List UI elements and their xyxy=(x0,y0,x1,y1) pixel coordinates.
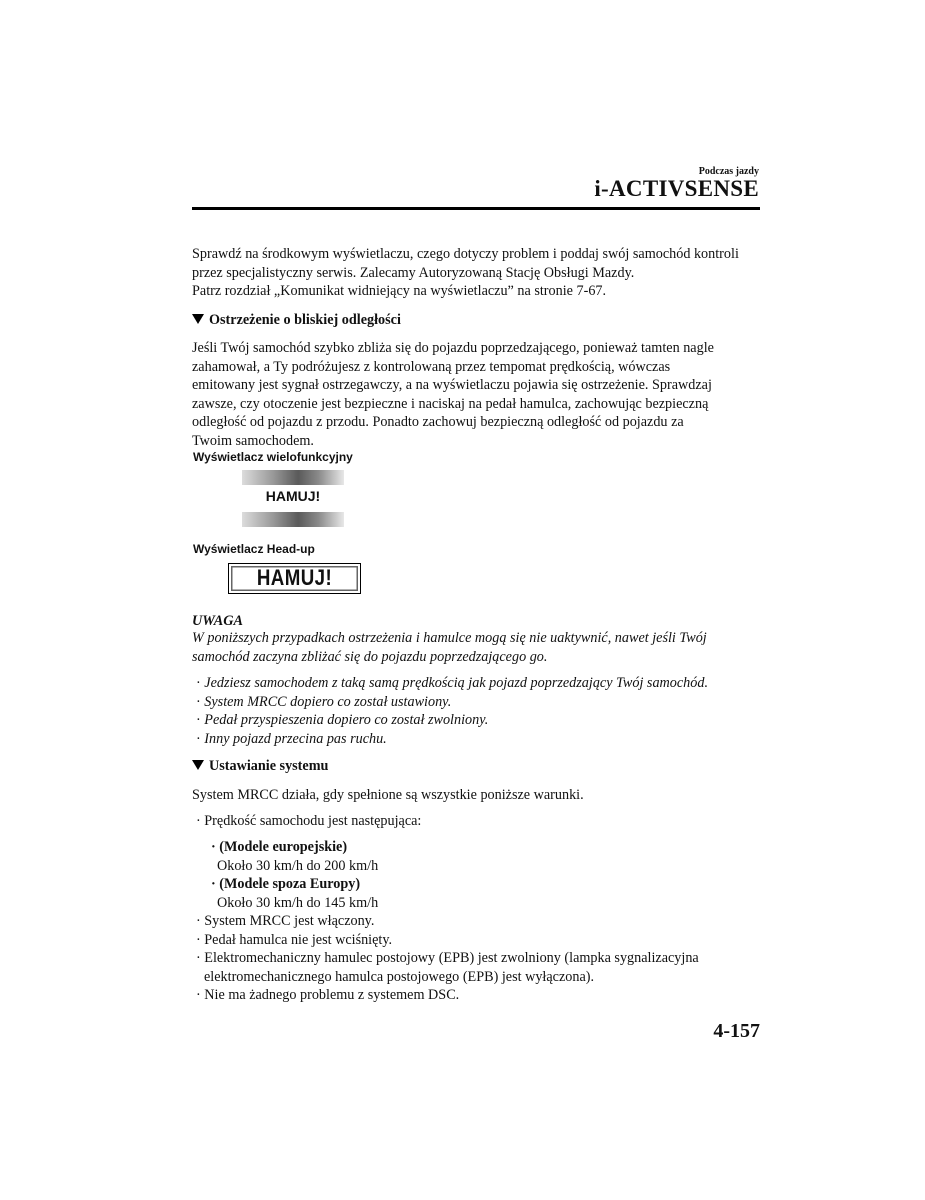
condition-item-brake: · Pedał hamulca nie jest wciśnięty. xyxy=(196,931,699,950)
note-title: UWAGA xyxy=(192,613,243,629)
distance-warning-paragraph xyxy=(192,339,764,450)
section-heading-distance-warning xyxy=(192,311,401,329)
intro-line: Patrz rozdział „Komunikat widniejący na wyświetlaczu” na stronie 7-67. xyxy=(192,283,607,299)
mfd-figure-label: Wyświetlacz wielofunkcyjny xyxy=(193,450,353,464)
conditions-list-continued xyxy=(196,912,699,1005)
condition-item-epb: · Elektromechaniczny hamulec postojowy (EPB) jest zwolniony (lampka sygnalizacyjna xyxy=(196,949,699,968)
paragraph-line: Jeśli Twój samochód szybko zbliża się do pojazdu poprzedzającego, ponieważ tamten nagle xyxy=(192,340,714,356)
eu-models-label: · (Modele europejskie) xyxy=(211,838,378,857)
header-rule xyxy=(192,207,760,210)
condition-item-epb-continued: elektromechanicznego hamulca postojowego (EPB) jest wyłączona). xyxy=(204,968,595,985)
condition-item-speed: · Prędkość samochodu jest następująca: xyxy=(196,812,421,831)
intro-line: przez specjalistyczny serwis. Zalecamy Autoryzowaną Stację Obsługi Mazdy. xyxy=(192,264,635,281)
section-label: Podczas jazdy xyxy=(698,166,759,177)
paragraph-line: emitowany jest sygnał ostrzegawczy, a na wyświetlaczu pojawia się ostrzeżenie. Sprawdzaj xyxy=(192,377,712,393)
note-list xyxy=(196,674,708,748)
section-heading-system-setting xyxy=(192,757,328,775)
system-setting-intro: System MRCC działa, gdy spełnione są wszystkie poniższe warunki. xyxy=(192,787,584,803)
paragraph-line: Twoim samochodem. xyxy=(192,432,314,449)
conditions-list xyxy=(196,812,421,831)
note-list-item: · Jedziesz samochodem z taką samą prędkością jak pojazd poprzedzający Twój samochód. xyxy=(196,674,708,693)
note-paragraph xyxy=(192,629,764,666)
non-eu-models-range: Około 30 km/h do 145 km/h xyxy=(217,894,379,911)
section-heading-text: Ostrzeżenie o bliskiej odległości xyxy=(209,312,401,328)
page-number: 4-157 xyxy=(713,1020,760,1042)
speed-ranges xyxy=(211,838,378,912)
note-list-item: · Pedał przyspieszenia dopiero co został zwolniony. xyxy=(196,711,708,730)
chapter-title: i-ACTIVSENSE xyxy=(594,176,759,201)
section-heading-text: Ustawianie systemu xyxy=(209,758,329,774)
condition-item-mrcc: · System MRCC jest włączony. xyxy=(196,912,699,931)
condition-item-dsc: · Nie ma żadnego problemu z systemem DSC. xyxy=(196,986,699,1005)
note-list-item: · System MRCC dopiero co został ustawiony. xyxy=(196,693,708,712)
note-line: W poniższych przypadkach ostrzeżenia i hamulce mogą się nie uaktywnić, nawet jeśli Twój xyxy=(192,630,707,646)
mfd-warning-text: HAMUJ! xyxy=(265,488,321,504)
paragraph-line: zawsze, czy otoczenie jest bezpieczne i naciskaj na pedał hamulca, zachowując bezpieczną xyxy=(192,395,709,412)
intro-line: Sprawdź na środkowym wyświetlaczu, czego dotyczy problem i poddaj swój samochód kontroli xyxy=(192,246,739,262)
hud-figure-label: Wyświetlacz Head-up xyxy=(193,542,315,556)
mfd-gradient-bar-top xyxy=(242,470,344,485)
paragraph-line: odległość od pojazdu z przodu. Ponadto zachowuj bezpieczną odległość od pojazdu za xyxy=(192,414,684,430)
note-line: samochód zaczyna zbliżać się do pojazdu poprzedzającego go. xyxy=(192,648,548,665)
non-eu-models-label: · (Modele spoza Europy) xyxy=(211,875,378,894)
hud-warning-text: HAMUJ! xyxy=(256,565,333,590)
paragraph-line: zahamował, a Ty podróżujesz z kontrolowaną przez tempomat prędkością, wówczas xyxy=(192,358,671,375)
triangle-down-icon xyxy=(192,314,204,324)
note-list-item: · Inny pojazd przecina pas ruchu. xyxy=(196,730,708,749)
intro-paragraph xyxy=(192,245,764,301)
mfd-gradient-bar-bottom xyxy=(242,512,344,527)
eu-models-range: Około 30 km/h do 200 km/h xyxy=(217,857,379,874)
triangle-down-icon xyxy=(192,760,204,770)
